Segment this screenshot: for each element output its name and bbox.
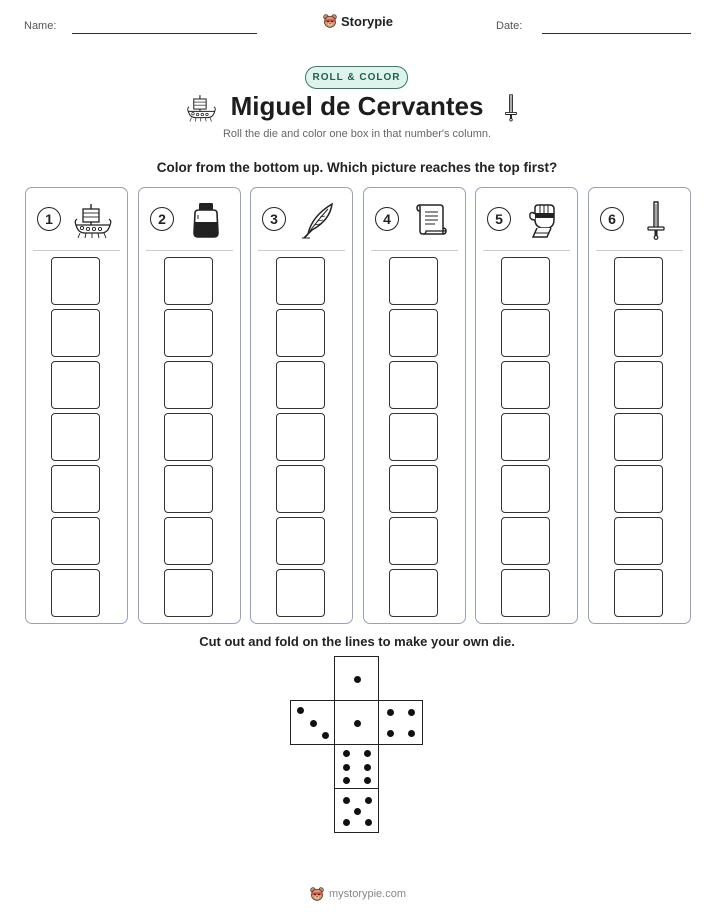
column-divider xyxy=(33,250,120,251)
die-pip xyxy=(387,709,394,716)
column-number: 3 xyxy=(262,207,286,231)
die-pip xyxy=(408,730,415,737)
bear-logo-icon xyxy=(309,886,325,902)
die-pip xyxy=(354,676,361,683)
die-pip xyxy=(408,709,415,716)
column-1 xyxy=(25,187,128,624)
column-divider xyxy=(258,250,345,251)
die-pip xyxy=(364,764,371,771)
color-box[interactable] xyxy=(389,309,438,357)
color-box[interactable] xyxy=(614,361,663,409)
ink-bottle-icon xyxy=(186,200,226,240)
date-line[interactable] xyxy=(542,33,691,34)
color-box[interactable] xyxy=(164,413,213,461)
column-5 xyxy=(475,187,578,624)
sword-icon xyxy=(497,92,525,123)
die-face-1 xyxy=(334,700,379,745)
color-box[interactable] xyxy=(614,465,663,513)
color-box[interactable] xyxy=(501,413,550,461)
color-box[interactable] xyxy=(276,517,325,565)
color-box[interactable] xyxy=(276,309,325,357)
color-box[interactable] xyxy=(51,465,100,513)
bear-logo-icon xyxy=(322,13,338,29)
column-4 xyxy=(363,187,466,624)
color-box[interactable] xyxy=(389,465,438,513)
die-pip xyxy=(354,720,361,727)
color-box[interactable] xyxy=(51,569,100,617)
color-box[interactable] xyxy=(501,257,550,305)
footer-url: mystorypie.com xyxy=(329,888,407,900)
column-number: 6 xyxy=(600,207,624,231)
color-box[interactable] xyxy=(51,517,100,565)
color-box[interactable] xyxy=(389,413,438,461)
color-box[interactable] xyxy=(389,257,438,305)
color-box[interactable] xyxy=(276,361,325,409)
color-instruction: Color from the bottom up. Which picture reaches the top first? xyxy=(156,160,558,175)
column-divider xyxy=(371,250,458,251)
die-pip xyxy=(387,730,394,737)
color-box[interactable] xyxy=(501,309,550,357)
color-box[interactable] xyxy=(389,517,438,565)
color-box[interactable] xyxy=(501,569,550,617)
name-label: Name: xyxy=(24,20,57,32)
column-number: 4 xyxy=(375,207,399,231)
die-pip xyxy=(343,819,350,826)
column-3 xyxy=(250,187,353,624)
die-pip xyxy=(365,797,372,804)
date-label: Date: xyxy=(496,20,523,32)
die-pip xyxy=(343,764,350,771)
die-pip xyxy=(343,797,350,804)
color-box[interactable] xyxy=(614,517,663,565)
die-pip xyxy=(297,707,304,714)
die-pip xyxy=(343,777,350,784)
page-title: Miguel de Cervantes xyxy=(230,91,484,121)
color-box[interactable] xyxy=(276,257,325,305)
color-box[interactable] xyxy=(164,257,213,305)
die-face-3 xyxy=(290,700,335,745)
footer xyxy=(309,886,406,902)
color-box[interactable] xyxy=(614,413,663,461)
color-box[interactable] xyxy=(501,517,550,565)
color-box[interactable] xyxy=(276,413,325,461)
gauntlet-icon xyxy=(523,200,563,240)
column-number: 2 xyxy=(150,207,174,231)
column-number: 1 xyxy=(37,207,61,231)
quill-feather-icon xyxy=(298,200,338,240)
color-box[interactable] xyxy=(51,309,100,357)
die-instruction: Cut out and fold on the lines to make your own die. xyxy=(199,634,515,649)
brand-logo xyxy=(322,13,393,29)
color-box[interactable] xyxy=(51,257,100,305)
color-box[interactable] xyxy=(501,465,550,513)
sword-icon xyxy=(636,200,676,240)
color-box[interactable] xyxy=(614,569,663,617)
color-box[interactable] xyxy=(501,361,550,409)
column-number: 5 xyxy=(487,207,511,231)
column-2 xyxy=(138,187,241,624)
color-box[interactable] xyxy=(51,413,100,461)
die-pip xyxy=(322,732,329,739)
color-box[interactable] xyxy=(51,361,100,409)
color-box[interactable] xyxy=(276,569,325,617)
brand-name: Storypie xyxy=(341,13,394,29)
die-pip xyxy=(364,777,371,784)
activity-badge: ROLL & COLOR xyxy=(305,66,408,89)
column-divider xyxy=(596,250,683,251)
column-6 xyxy=(588,187,691,624)
color-box[interactable] xyxy=(389,361,438,409)
viking-ship-icon xyxy=(73,200,113,240)
die-pip xyxy=(354,808,361,815)
color-box[interactable] xyxy=(164,465,213,513)
color-box[interactable] xyxy=(164,517,213,565)
color-box[interactable] xyxy=(164,569,213,617)
die-pip xyxy=(343,750,350,757)
name-line[interactable] xyxy=(72,33,257,34)
color-box[interactable] xyxy=(164,309,213,357)
color-box[interactable] xyxy=(614,257,663,305)
color-box[interactable] xyxy=(164,361,213,409)
die-pip xyxy=(364,750,371,757)
die-pip xyxy=(310,720,317,727)
die-face-6 xyxy=(334,744,379,789)
color-box[interactable] xyxy=(389,569,438,617)
page-subtitle: Roll the die and color one box in that number's column. xyxy=(222,128,492,140)
die-face-1 xyxy=(334,656,379,701)
scroll-icon xyxy=(411,200,451,240)
column-divider xyxy=(483,250,570,251)
die-face-5 xyxy=(334,788,379,833)
column-divider xyxy=(146,250,233,251)
color-box[interactable] xyxy=(614,309,663,357)
die-pip xyxy=(365,819,372,826)
color-box[interactable] xyxy=(276,465,325,513)
die-face-4 xyxy=(378,700,423,745)
